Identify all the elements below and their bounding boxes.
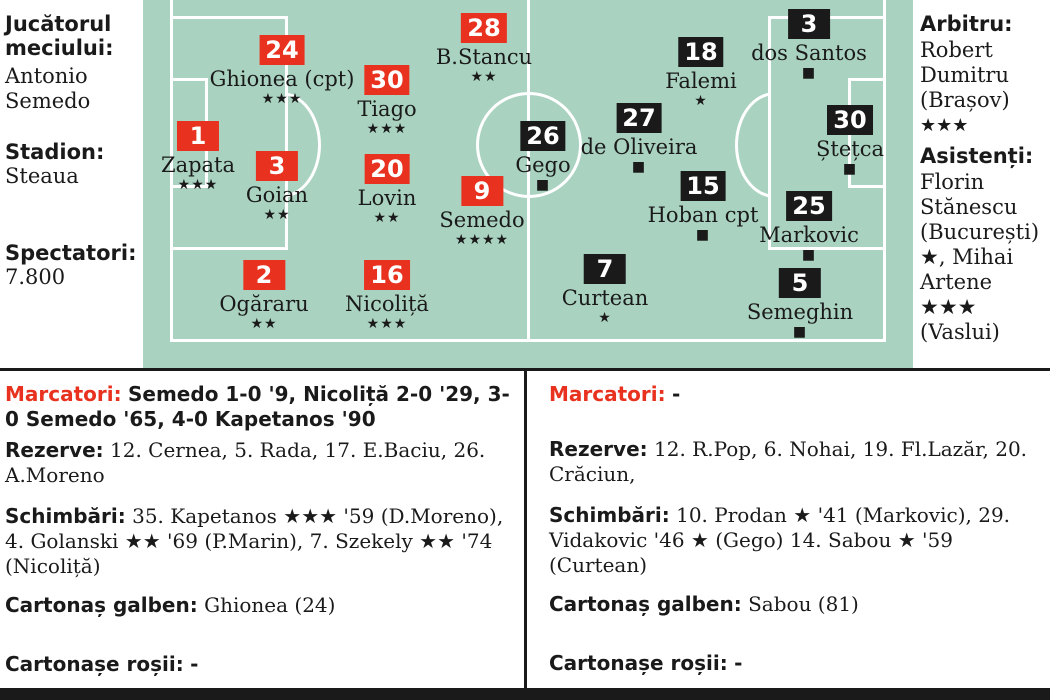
officials-panel — [920, 12, 1045, 345]
away-player — [747, 268, 853, 340]
player-rating: ■ — [792, 324, 808, 340]
player-name: dos Santos — [751, 41, 867, 65]
player-rating: ★★ — [470, 69, 498, 85]
player-name: Semeghin — [746, 300, 854, 324]
away-changes — [549, 503, 1044, 578]
changes-label: Schimbări: — [5, 504, 126, 528]
home-yellow — [5, 593, 515, 618]
scorers-label: Marcatori: — [5, 382, 122, 406]
red-text: - — [734, 651, 743, 675]
away-player — [648, 171, 759, 243]
player-name: Zapata — [160, 153, 236, 177]
player-number: 16 — [364, 260, 409, 290]
red-label: Cartonașe roșii: — [5, 652, 184, 676]
player-number: 24 — [259, 35, 304, 65]
player-name: Ghionea (cpt) — [209, 67, 355, 91]
player-rating: ★★★ — [366, 316, 408, 332]
player-name: Markovic — [759, 223, 859, 247]
player-name: Gego — [515, 153, 571, 177]
player-name: Lovin — [357, 186, 417, 210]
scorers-label: Marcatori: — [549, 382, 666, 406]
player-rating: ★★ — [263, 207, 291, 223]
spectators-value: 7.800 — [5, 265, 66, 289]
player-number: 1 — [177, 121, 219, 151]
player-rating: ★★ — [250, 316, 278, 332]
player-number: 25 — [786, 191, 831, 221]
player-number: 27 — [616, 103, 661, 133]
player-number: 20 — [364, 154, 409, 184]
subs-label: Rezerve: — [5, 438, 104, 462]
player-rating: ★★★ — [177, 177, 219, 193]
bottom-bar — [0, 688, 1050, 700]
home-subs — [5, 438, 515, 488]
home-red — [5, 652, 515, 677]
player-number: 2 — [243, 260, 285, 290]
player-number: 15 — [680, 171, 725, 201]
player-number: 30 — [827, 105, 872, 135]
player-name: B.Stancu — [435, 45, 533, 69]
player-name: Hoban cpt — [647, 203, 759, 227]
assistants-label: Asistenți: — [920, 144, 1034, 168]
away-player — [515, 121, 570, 193]
player-rating: ★★★ — [366, 121, 408, 137]
player-rating: ★★★★ — [454, 232, 510, 248]
yellow-text: Sabou (81) — [748, 592, 859, 616]
player-rating: ★ — [694, 93, 708, 109]
yellow-label: Cartonaș galben: — [5, 593, 198, 617]
player-rating: ■ — [801, 247, 817, 263]
column-divider — [524, 370, 527, 690]
scorers-text: Semedo 1-0 '9, Nicoliță 2-0 '29, 3-0 Semedo '65, 4-0 Kapetanos '90 — [5, 382, 510, 431]
spectators-label: Spectatori: — [5, 241, 137, 265]
away-red — [549, 651, 1044, 676]
away-player — [562, 254, 649, 326]
player-name: Nicoliță — [345, 292, 429, 316]
changes-text: 35. Kapetanos ★★★ '59 (D.Moreno), 4. Golanski ★★ '69 (P.Marin), 7. Szekely ★★ '74 (Nicoliță) — [5, 504, 504, 578]
player-rating: ■ — [535, 177, 551, 193]
away-player — [759, 191, 859, 263]
red-text: - — [190, 652, 199, 676]
player-rating: ■ — [695, 227, 711, 243]
motm-label: Jucătorul meciului: — [5, 12, 114, 60]
away-summary — [549, 382, 1044, 676]
player-name: Ogăraru — [219, 292, 309, 316]
player-name: Falemi — [665, 69, 737, 93]
red-label: Cartonașe roșii: — [549, 651, 728, 675]
referee-rating: ★★★ — [920, 115, 969, 136]
football-pitch — [143, 0, 913, 368]
player-rating: ★★★ — [261, 91, 303, 107]
match-info-panel — [5, 12, 140, 290]
player-rating: ■ — [842, 161, 858, 177]
home-summary — [5, 382, 515, 677]
home-player — [161, 121, 235, 193]
home-player — [219, 260, 308, 332]
referee-label: Arbitru: — [920, 12, 1013, 36]
player-number: 5 — [779, 268, 821, 298]
subs-text: 12. Cernea, 5. Rada, 17. E.Baciu, 26. A.Moreno — [5, 438, 486, 487]
player-number: 3 — [788, 9, 830, 39]
player-number: 9 — [461, 176, 503, 206]
away-yellow — [549, 592, 1044, 617]
home-player — [358, 154, 417, 226]
home-player — [439, 176, 524, 248]
home-player — [345, 260, 429, 332]
player-number: 7 — [584, 254, 626, 284]
away-player — [581, 103, 698, 175]
player-name: Goian — [245, 183, 309, 207]
subs-text: 12. R.Pop, 6. Nohai, 19. Fl.Lazăr, 20. Crăciun, — [549, 437, 1028, 486]
yellow-text: Ghionea (24) — [204, 593, 336, 617]
player-name: Tiago — [357, 97, 417, 121]
player-name: Curtean — [561, 286, 649, 310]
home-changes — [5, 504, 515, 579]
home-player — [210, 35, 355, 107]
home-scorers — [5, 382, 515, 432]
player-number: 3 — [256, 151, 298, 181]
away-scorers — [549, 382, 1044, 407]
changes-text: 10. Prodan ★ '41 (Markovic), 29. Vidakovic '46 ★ (Gego) 14. Sabou ★ '59 (Curtean) — [549, 503, 1011, 577]
away-subs — [549, 437, 1044, 487]
player-rating: ★★ — [373, 210, 401, 226]
player-rating: ■ — [801, 65, 817, 81]
home-player — [436, 13, 532, 85]
player-name: Semedo — [439, 208, 525, 232]
home-player — [357, 65, 416, 137]
home-player — [246, 151, 308, 223]
player-rating: ★ — [598, 310, 612, 326]
away-player — [751, 9, 867, 81]
scorers-text: - — [672, 382, 681, 406]
motm-name: Antonio Semedo — [5, 64, 91, 113]
changes-label: Schimbări: — [549, 503, 670, 527]
stadium-name: Steaua — [5, 164, 79, 188]
player-rating: ■ — [631, 159, 647, 175]
stadium-label: Stadion: — [5, 140, 105, 164]
referee-name: Robert Dumitru (Brașov) — [920, 38, 1010, 112]
player-name: Ștețca — [816, 137, 884, 161]
player-number: 28 — [461, 13, 506, 43]
player-number: 18 — [678, 37, 723, 67]
away-player — [665, 37, 736, 109]
player-number: 26 — [520, 121, 565, 151]
player-name: de Oliveira — [580, 135, 698, 159]
player-number: 30 — [364, 65, 409, 95]
away-player — [816, 105, 884, 177]
assistants-names: Florin Stănescu (București) ★, Mihai Artene ★★★ (Vaslui) — [920, 170, 1040, 344]
subs-label: Rezerve: — [549, 437, 648, 461]
yellow-label: Cartonaș galben: — [549, 592, 742, 616]
